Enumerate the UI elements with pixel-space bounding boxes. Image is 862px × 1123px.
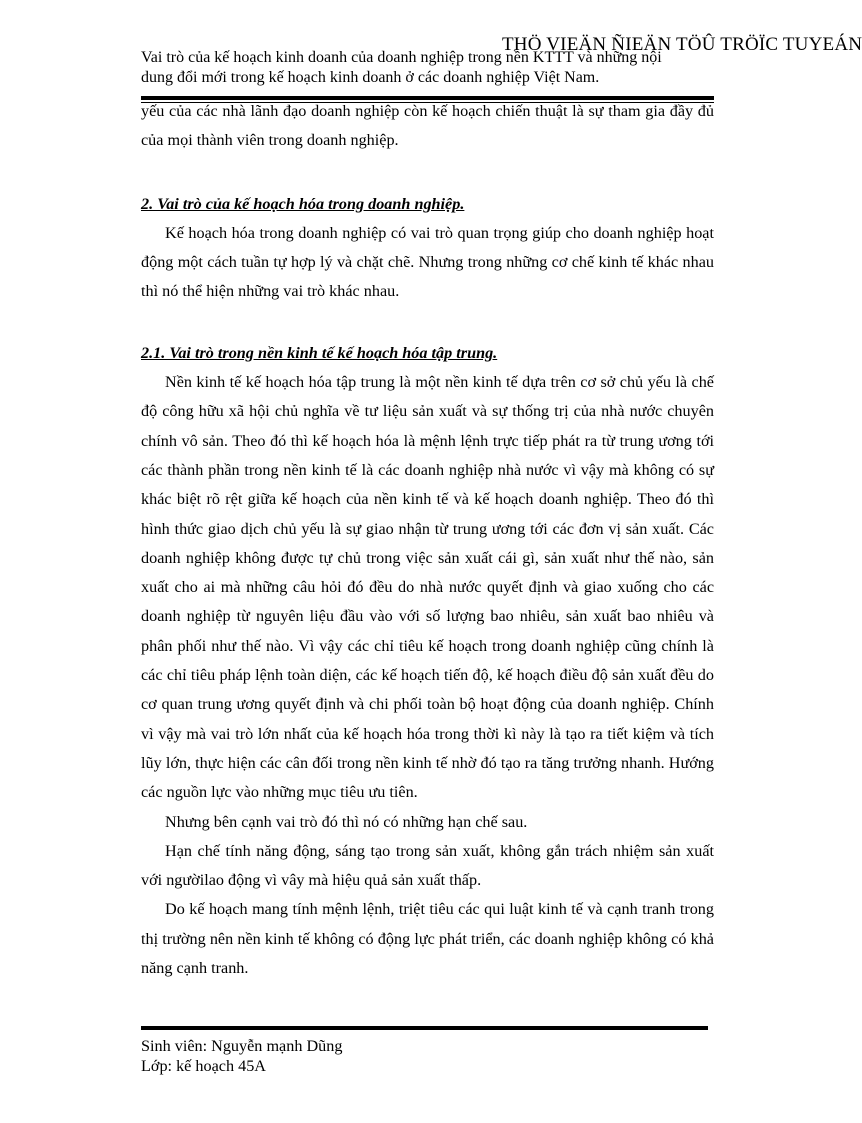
- intro-paragraph: yếu của các nhà lãnh đạo doanh nghiệp còn kế hoạch chiến thuật là sự tham gia đầy đủ của mọi thành viên trong doanh nghiệp.: [141, 102, 714, 150]
- header-line-2: dung đổi mới trong kế hoạch kinh doanh ở các doanh nghiệp Việt Nam.: [141, 69, 600, 86]
- section-2-1-paragraph: Nền kinh tế kế hoạch hóa tập trung là một nền kinh tế dựa trên cơ sở chủ yếu là chế độ công hữu xã hội chủ nghĩa về tư liệu sản xuất và sự thống trị của nhà nước chuyên chính vô sản. Theo đó thì kế hoạch hóa là mệnh lệnh trực tiếp phát ra từ trung ương tới các thành phần trong nền kinh tế là các doanh nghiệp nhà nước vì vậy mà không có sự khác biệt rõ rệt giữa kế hoạch của nền kinh tế và kế hoạch doanh nghiệp. Theo đó thì hình thức giao dịch chủ yếu là sự giao nhận từ trung ương tới các đơn vị sản xuất. Các doanh nghiệp không được tự chủ trong việc sản xuất cái gì, sản xuất như thế nào, sản xuất cho ai mà những câu hỏi đó đều do nhà nước quyết định và giao xuống cho các doanh nghiệp từ nguyên liệu đầu vào với số lượng bao nhiêu, sản xuất bao nhiêu và phân phối như thế nào. Vì vậy các chỉ tiêu kế hoạch trong doanh nghiệp cũng chính là các chỉ tiêu pháp lệnh toàn diện, các kế hoạch tiến độ, kế hoạch điều độ sản xuất đều do cơ quan trung ương quyết định và chi phối toàn bộ hoạt động của doanh nghiệp. Chính vì vậy mà vai trò lớn nhất của kế hoạch hóa trong thời kì này là tạo ra tiết kiệm và tích lũy lớn, thực hiện các cân đối trong nền kinh tế nhờ đó tạo ra tăng trưởng nhanh. Hướng các nguồn lực vào những mục tiêu ưu tiên.: [141, 373, 714, 802]
- limit-1-paragraph: Hạn chế tính năng động, sáng tạo trong sản xuất, không gắn trách nhiệm sản xuất với ngườilao động vì vây mà hiệu quả sản xuất thấp.: [141, 841, 714, 890]
- limit-2-paragraph: Do kế hoạch mang tính mệnh lệnh, triệt tiêu các qui luật kinh tế và cạnh tranh trong thị trường nên nền kinh tế không có động lực phát triển, các doanh nghiệp không có khả năng cạnh tranh.: [141, 900, 714, 978]
- footer-rule: [141, 1026, 708, 1030]
- section-2-paragraph: Kế hoạch hóa trong doanh nghiệp có vai trò quan trọng giúp cho doanh nghiệp hoạt động một cách tuần tự hợp lý và chặt chẽ. Nhưng trong những cơ chế kinh tế khác nhau thì nó thể hiện những vai trò khác nhau.: [141, 223, 714, 301]
- page-footer: [141, 1036, 714, 1076]
- running-header: [141, 48, 721, 88]
- footer-class: Lớp: kế hoạch 45A: [141, 1057, 266, 1075]
- limits-intro-paragraph: Nhưng bên cạnh vai trò đó thì nó có những hạn chế sau.: [165, 812, 528, 831]
- header-line-1: Vai trò của kế hoạch kinh doanh của doanh nghiệp trong nền KTTT và những nội: [141, 49, 662, 66]
- section-heading-2: 2. Vai trò của kế hoạch hóa trong doanh nghiệp.: [141, 194, 465, 213]
- footer-student: Sinh viên: Nguyễn mạnh Dũng: [141, 1037, 343, 1055]
- page-body: [141, 97, 714, 983]
- watermark-text: THÖ VIEÄN ÑIEÄN TÖÛ TRÖÏC TUYEÁN: [502, 34, 862, 55]
- section-heading-2-1: 2.1. Vai trò trong nền kinh tế kế hoạch hóa tập trung.: [141, 343, 498, 362]
